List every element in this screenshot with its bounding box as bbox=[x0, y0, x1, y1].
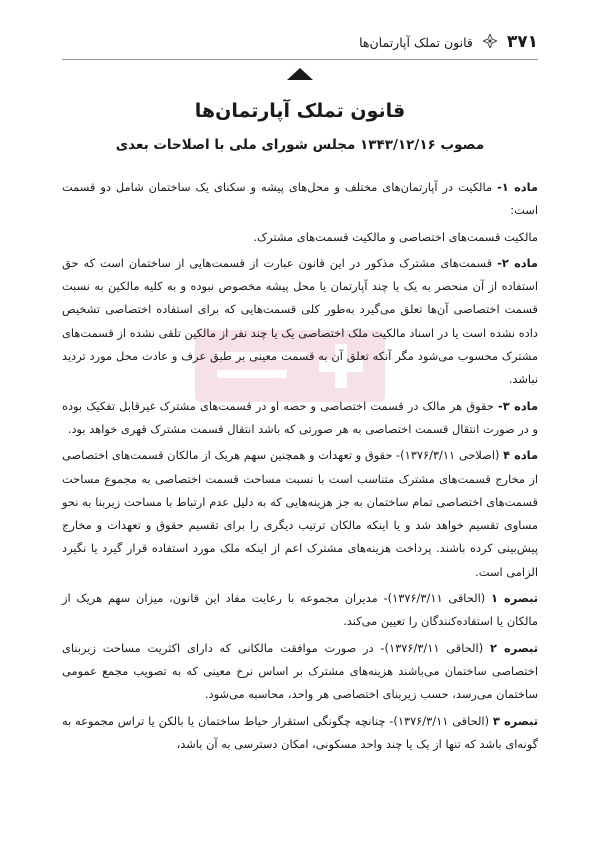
article-3 bbox=[62, 395, 538, 442]
note-1 bbox=[62, 587, 538, 634]
article-text: مالکیت در آپارتمان‌های مختلف و محل‌های پیشه و سکنای یک ساختمان شامل دو قسمت است: bbox=[62, 180, 538, 218]
article-text: قسمت‌های مشترک مذکور در این قانون عبارت از قسمت‌هایی از ساختمان است که حق استفاده از آن منحصر به یک یا چند آپارتمان یا محل پیشه مخصوص نبوده و به کلیه مالکین به نسبت قسمت اختصاصی آن‌ها تعلق می‌گیرد به‌طور کلی قسمت‌هایی که برای استفاده اختصاصی تشخیص داده نشده است یا در اسناد مالکیت ملک اختصاصی یک یا چند نفر از مالکین تلقی نشده از قسمت‌های مشترک محسوب می‌شود مگر آنکه تعلق آن به قسمت معینی بر طبق عرف و عادت محل مورد تردید نباشد. bbox=[62, 255, 538, 387]
note-label: تبصره ۱ bbox=[490, 591, 538, 606]
page-header bbox=[62, 30, 538, 54]
article-label: ماده ۱- bbox=[497, 180, 538, 194]
document-body bbox=[62, 176, 538, 759]
article-1 bbox=[62, 176, 538, 223]
document-title: قانون تملک آپارتمان‌ها bbox=[194, 100, 406, 122]
note-text: (الحاقی ۱۳۷۶/۳/۱۱)- مدیران مجموعه با رعایت مفاد این قانون، میزان سهم هریک از مالکان یا استفاده‌کنندگان را تعیین می‌کند. bbox=[62, 591, 538, 629]
note-label: تبصره ۳ bbox=[492, 713, 538, 728]
article-label: ماده ۳- bbox=[497, 398, 538, 413]
article-label: ماده ۴ bbox=[503, 448, 539, 463]
note-text: (الحاقی ۱۳۷۶/۳/۱۱)- در صورت موافقت مالکانی که دارای اکثریت مساحت زیربنای اختصاصی ساختمان می‌باشند هزینه‌های مشترک بر اساس نرخ معینی که به تصویب مجمع عمومی ساختمان می‌رسد، حسب زیربنای اختصاصی هر واحد، محاسبه می‌شود. bbox=[62, 640, 538, 702]
document-subtitle: مصوب ۱۳۴۳/۱۲/۱۶ مجلس شورای ملی با اصلاحات بعدی bbox=[115, 137, 485, 153]
page-number: ۳۷۱ bbox=[506, 32, 538, 52]
note-2 bbox=[62, 637, 538, 707]
article-label: ماده ۲- bbox=[497, 255, 538, 270]
article-2 bbox=[62, 252, 538, 392]
article-text: (اصلاحی ۱۳۷۶/۳/۱۱)- حقوق و تعهدات و همچنین سهم هریک از مالکان قسمت‌های اختصاصی از مخارج قسمت‌های مشترک متناسب است با نسبت مساحت قسمت اختصاصی به مجموع مساحت قسمت‌های اختصاصی تمام ساختمان به جز هزینه‌هایی که به دلیل عدم ارتباط با مساحت زیربنا به نحو مساوی تقسیم خواهد شد و یا اینکه مالکان ترتیب دیگری را برای تقسیم حقوق و تعهدات و مخارج پیش‌بینی کرده باشند. پرداخت هزینه‌های مشترک اعم از اینکه ملک مورد استفاده قرار گیرد یا نگیرد الزامی است. bbox=[62, 448, 538, 579]
note-label: تبصره ۲ bbox=[489, 640, 538, 655]
header-divider bbox=[62, 59, 538, 60]
diamond-flower-ornament-icon bbox=[483, 34, 497, 51]
article-text: مالکیت قسمت‌های اختصاصی و مالکیت قسمت‌های مشترک. bbox=[253, 229, 538, 244]
article-4 bbox=[62, 444, 538, 584]
article-1-continuation bbox=[62, 226, 538, 249]
note-text: (الحاقی ۱۳۷۶/۳/۱۱)- چنانچه چگونگی استقرار حیاط ساختمان یا بالکن یا تراس مجموعه به گونه‌ای باشد که تنها از یک یا چند واحد مسکونی، امکان دسترسی به آن باشد، bbox=[62, 713, 538, 751]
triangle-up-icon bbox=[287, 68, 313, 80]
article-text: حقوق هر مالک در قسمت اختصاصی و حصه او در قسمت‌های مشترک غیرقابل تفکیک بوده و در صورت انتقال قسمت اختصاصی به هر صورتی که باشد انتقال قسمت مشترک قهری خواهد بود. bbox=[62, 398, 538, 436]
note-3 bbox=[62, 710, 538, 757]
running-title: قانون تملک آپارتمان‌ها bbox=[359, 34, 473, 50]
